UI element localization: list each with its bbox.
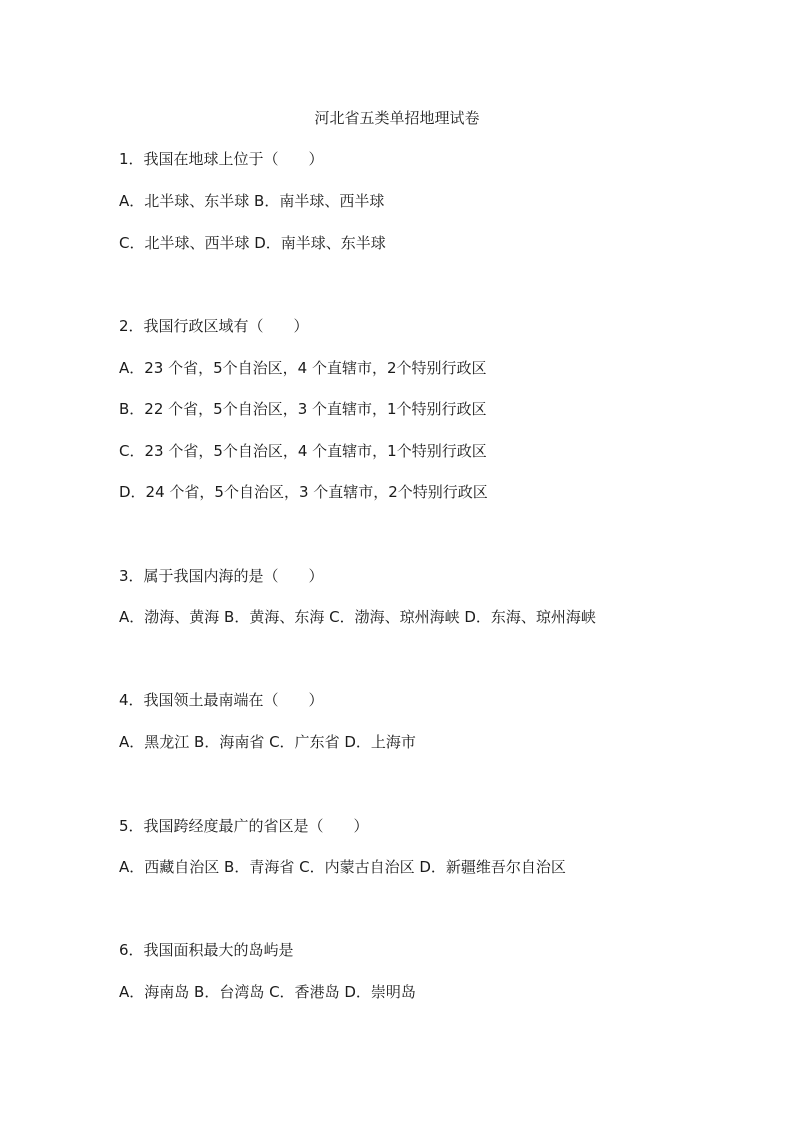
question-2-option-b: B．22 个省，5个自治区，3 个直辖市，1个特别行政区 <box>119 400 487 418</box>
question-4-options: A．黑龙江 B．海南省 C．广东省 D．上海市 <box>119 733 416 751</box>
question-2-option-d: D．24 个省，5个自治区，3 个直辖市，2个特别行政区 <box>119 483 488 501</box>
question-2-stem: 2．我国行政区域有（ ） <box>119 317 309 335</box>
question-5-stem: 5．我国跨经度最广的省区是（ ） <box>119 817 369 835</box>
question-4-stem: 4．我国领土最南端在（ ） <box>119 691 324 709</box>
question-1-stem: 1．我国在地球上位于（ ） <box>119 150 324 168</box>
question-1-options-line-1: A．北半球、东半球 B．南半球、西半球 <box>119 192 385 210</box>
question-3-options: A．渤海、黄海 B．黄海、东海 C．渤海、琼州海峡 D．东海、琼州海峡 <box>119 608 596 626</box>
question-2-option-c: C．23 个省，5个自治区，4 个直辖市，1个特别行政区 <box>119 442 487 460</box>
exam-title: 河北省五类单招地理试卷 <box>314 109 480 127</box>
question-3-stem: 3．属于我国内海的是（ ） <box>119 567 324 585</box>
question-2-option-a: A．23 个省，5个自治区，4 个直辖市，2个特别行政区 <box>119 359 487 377</box>
question-1-options-line-2: C．北半球、西半球 D．南半球、东半球 <box>119 234 386 252</box>
question-6-stem: 6．我国面积最大的岛屿是 <box>119 941 294 959</box>
question-6-options: A．海南岛 B．台湾岛 C．香港岛 D．崇明岛 <box>119 983 416 1001</box>
question-5-options: A．西藏自治区 B．青海省 C．内蒙古自治区 D．新疆维吾尔自治区 <box>119 858 566 876</box>
